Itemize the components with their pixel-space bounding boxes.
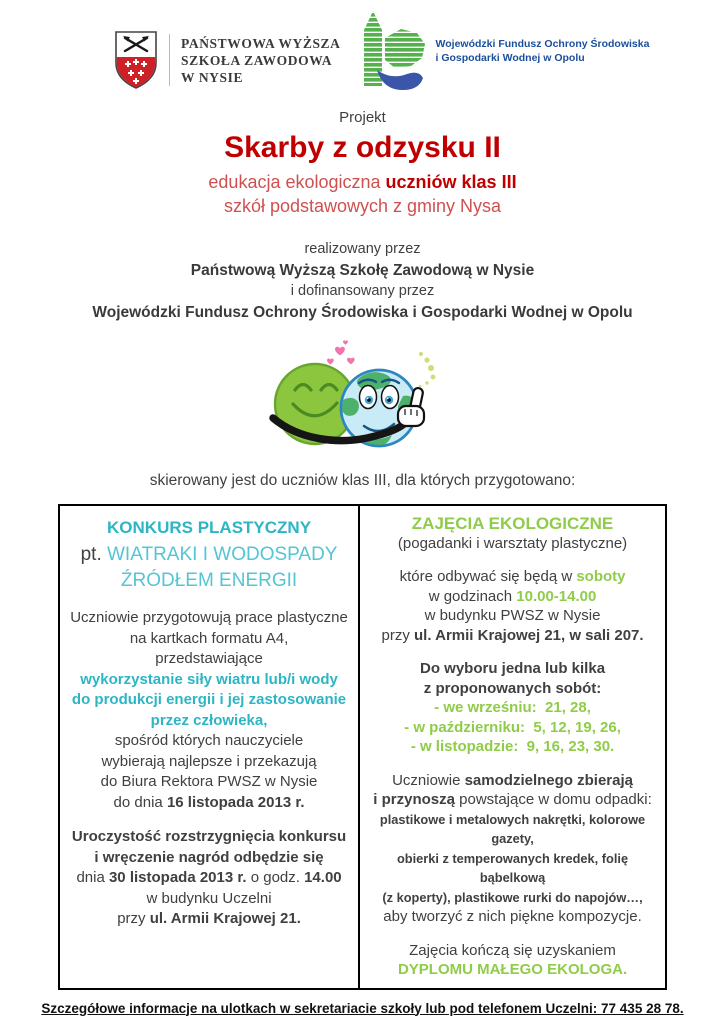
text-line: wybierają najlepsze i przekazują [101,752,317,770]
spacer-line [365,927,660,941]
text-line: obierki z temperowanych kredek, folię bąbelkową [396,850,629,885]
text-line: w budynku Uczelni [146,889,272,907]
text-line: do produkcji energii i jej zastosowanie [71,691,347,708]
footer-note [0,1001,725,1016]
logo-divider [169,34,170,86]
spacer-line [65,813,353,827]
text-line: dnia 30 listopada 2013 r. o godz. 14.00 [76,869,342,886]
text-line: przedstawiające [155,650,263,667]
zajecia-panel [360,506,665,988]
text-line: Uczniowie samodzielnego zbierają [392,771,633,789]
footer-text: Szczegółowe informacje na ulotkach w sekretariacie szkoły lub pod telefonem Uczelni: 77 435 28 78. [41,1000,684,1016]
text-line: KONKURS PLASTYCZNY [107,518,312,537]
credits-block [0,239,725,323]
title-block [0,108,725,218]
text-line: Uczniowie przygotowują prace plastyczne [70,609,348,626]
text-line: (z koperty), plastikowe rurki do napojów…, [382,889,643,905]
text-line: (pogadanki i warsztaty plastyczne) [397,534,628,552]
text-line: spośród których nauczyciele [114,732,304,749]
text-line: ŹRÓDŁEM ENERGII [120,570,298,591]
pwsz-line: PAŃSTWOWA WYŻSZA [181,35,341,51]
illustration-wrap [0,338,725,458]
text-line: Do wyboru jedna lub kilka [420,660,606,677]
text-line: i przynoszą powstające w domu odpadki: [373,791,652,808]
text-line: Uroczystość rozstrzygnięcia konkursu [71,828,347,845]
project-kicker: Projekt [339,109,386,126]
subtitle-line-1 [0,170,725,194]
info-panels [58,504,667,990]
text-line: z proponowanych sobót: [423,679,602,697]
opole-map-icon [355,8,429,94]
text-line: pt. WIATRAKI I WODOSPADY [80,544,338,565]
konkurs-panel [60,506,360,988]
spacer-line [365,757,660,771]
earth-hug-illustration [263,338,463,456]
text-line: i wręczenie nagród odbędzie się [94,848,324,866]
credits-line: Państwową Wyższą Szkołę Zawodową w Nysie [190,262,535,279]
intro-line: skierowany jest do uczniów klas III, dla których przygotowano: [149,472,576,489]
subtitle-regular: edukacja ekologiczna [208,172,386,192]
text-line: do dnia 16 listopada 2013 r. [113,793,305,811]
credits-line: realizowany przez [304,241,421,257]
spacer-line [365,645,660,659]
text-line: plastikowe i metalowych nakrętki, kolorowe gazety, [379,811,646,846]
text-line: aby tworzyć z nich piękne kompozycje. [383,908,642,925]
text-line: DYPLOMU MAŁEGO EKOLOGA. [397,961,628,978]
text-line: wykorzystanie siły wiatru lub/i wody [80,670,338,688]
pwsz-logo [114,30,341,90]
text-line: ZAJĘCIA EKOLOGICZNE [411,514,614,533]
text-line: - we wrześniu: 21, 28, [434,699,591,716]
text-line: które odbywać się będą w soboty [399,568,626,585]
subtitle-line-2: szkół podstawowych z gminy Nysa [223,196,502,216]
spacer-line [365,553,660,567]
text-line: - w październiku: 5, 12, 19, 26, [404,718,621,736]
text-line: w godzinach 10.00-14.00 [428,587,597,605]
wfos-line: Wojewódzki Fundusz Ochrony Środowiska [435,38,650,50]
pwsz-line: SZKOŁA ZAWODOWA [181,52,333,68]
subtitle-bold: uczniów klas III [385,172,517,192]
credits-line: Wojewódzki Fundusz Ochrony Środowiska i Gospodarki Wodnej w Opolu [92,304,633,321]
text-line: - w listopadzie: 9, 16, 23, 30. [410,738,615,755]
text-line: do Biura Rektora PWSZ w Nysie [100,773,318,790]
wfos-line: i Gospodarki Wodnej w Opolu [435,52,585,64]
hearts-icon [327,340,355,364]
spacer-line [65,594,353,608]
credits-line: i dofinansowany przez [290,283,435,299]
wfos-logo [355,8,650,94]
page-title: Skarby z odzysku II [224,131,501,164]
sparkle-dots-icon [418,352,435,387]
text-line: przy ul. Armii Krajowej 21. [117,910,301,927]
wfos-logo-text [436,37,650,65]
text-line: przy ul. Armii Krajowej 21, w sali 207. [381,626,644,644]
text-line: Zajęcia kończą się uzyskaniem [409,941,616,959]
text-line: przez człowieka, [150,711,268,729]
shield-crest-icon [114,30,158,90]
text-line: w budynku PWSZ w Nysie [424,607,601,624]
text-line: na kartkach formatu A4, [129,629,289,647]
pwsz-line: W NYSIE [181,69,244,85]
pwsz-logo-text [181,35,341,86]
header-logos [0,0,725,102]
